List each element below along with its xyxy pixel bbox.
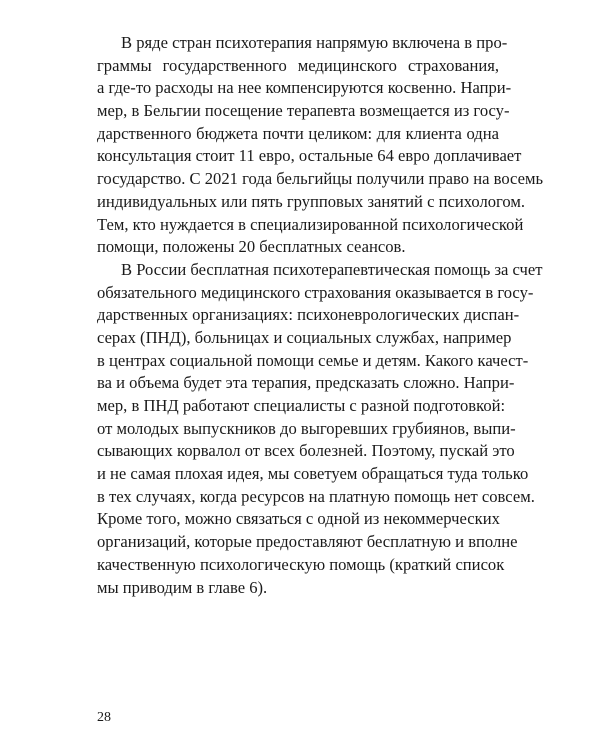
text-line: мер, в Бельгии посещение терапевта возмещается из госу- [97, 101, 510, 121]
text-line: государство. С 2021 года бельгийцы получили право на восемь [97, 169, 544, 189]
text-line: качественную психологическую помощь (краткий список [97, 554, 505, 574]
text-line: Тем, кто нуждается в специализированной психологической [97, 214, 524, 234]
text-line: серах (ПНД), больницах и социальных службах, например [97, 327, 512, 347]
text-line: индивидуальных или пять групповых занятий с психологом. [97, 191, 526, 211]
body-text [97, 32, 544, 599]
text-line: Кроме того, можно связаться с одной из некоммерческих [97, 509, 500, 529]
text-line: обязательного медицинского страхования оказывается в госу- [97, 282, 534, 302]
text-line: от молодых выпускников до выгоревших грубиянов, выпи- [97, 418, 516, 438]
text-line: граммы государственного медицинского страхования, [97, 55, 499, 75]
text-line: мер, в ПНД работают специалисты с разной подготовкой: [97, 396, 506, 415]
text-line: дарственных организациях: психоневрологических диспан- [97, 305, 520, 325]
text-line: в тех случаях, когда ресурсов на платную помощь нет совсем. [97, 486, 535, 506]
text-line: В России бесплатная психотерапевтическая помощь за счет [121, 259, 543, 279]
paragraph-belgium [97, 32, 544, 259]
text-line: мы приводим в главе 6). [97, 577, 268, 597]
text-line: ва и объема будет эта терапия, предсказать сложно. Напри- [97, 373, 515, 393]
paragraph-russia [97, 259, 543, 599]
text-line: помощи, положены 20 бесплатных сеансов. [97, 237, 406, 257]
page-number: 28 [97, 710, 111, 725]
text-line: и не самая плохая идея, мы советуем обращаться туда только [97, 464, 529, 484]
text-line: в центрах социальной помощи семье и детям. Какого качест- [97, 350, 529, 370]
text-line: В ряде стран психотерапия напрямую включена в про- [121, 33, 508, 52]
text-line: сывающих корвалол от всех болезней. Поэтому, пускай это [97, 441, 515, 461]
text-line: а где-то расходы на нее компенсируются косвенно. Напри- [97, 78, 512, 98]
text-line: консультация стоит 11 евро, остальные 64 евро доплачивает [97, 146, 522, 166]
text-line: организаций, которые предоставляют бесплатную и вполне [97, 532, 518, 552]
text-line: дарственного бюджета почти целиком: для клиента одна [97, 123, 499, 143]
